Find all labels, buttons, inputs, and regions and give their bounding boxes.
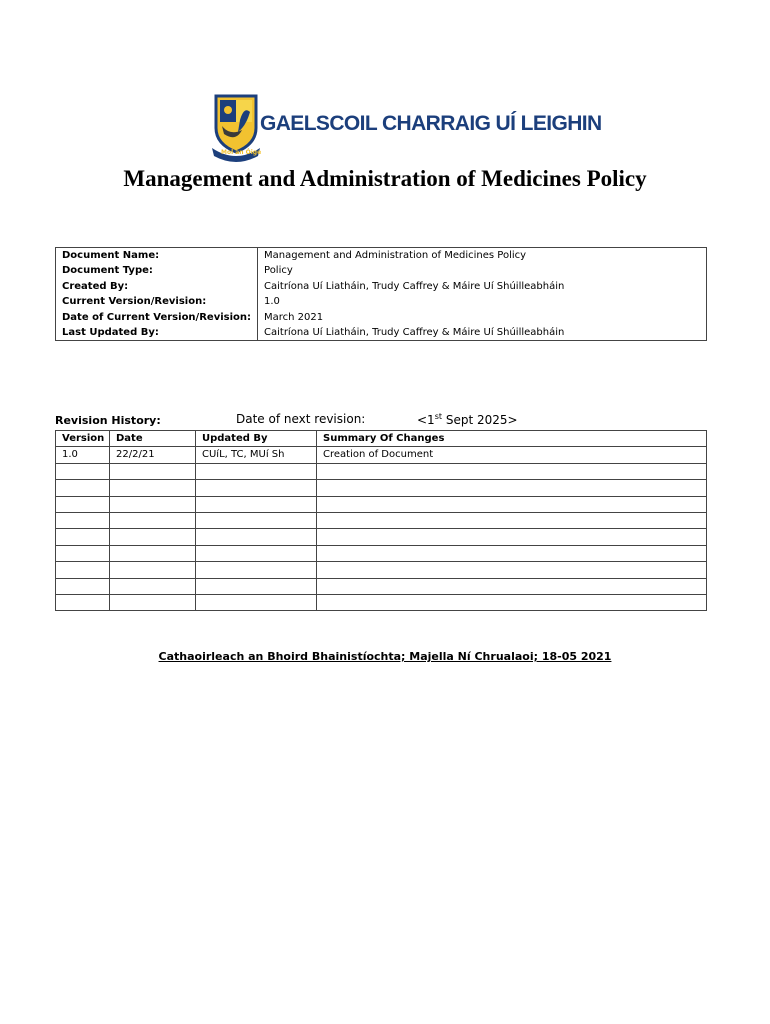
cell-summary	[317, 463, 707, 479]
cell-updated-by	[196, 480, 317, 496]
column-header-summary: Summary Of Changes	[317, 431, 707, 447]
cell-date: 22/2/21	[110, 447, 196, 463]
info-value: Caitríona Uí Liatháin, Trudy Caffrey & Máire Uí Shúilleabháin	[258, 279, 707, 294]
cell-date	[110, 480, 196, 496]
info-value: 1.0	[258, 294, 707, 309]
info-row	[56, 325, 707, 341]
revision-header-row	[56, 431, 707, 447]
cell-version	[56, 480, 110, 496]
cell-version	[56, 594, 110, 610]
table-row	[56, 512, 707, 528]
logo-motto: Mol an Óige	[221, 149, 262, 156]
table-row	[56, 496, 707, 512]
cell-updated-by	[196, 496, 317, 512]
cell-version	[56, 562, 110, 578]
cell-summary	[317, 529, 707, 545]
cell-date	[110, 463, 196, 479]
cell-date	[110, 594, 196, 610]
table-row	[56, 578, 707, 594]
info-label: Last Updated By:	[56, 325, 258, 341]
cell-version	[56, 512, 110, 528]
cell-summary	[317, 512, 707, 528]
cell-updated-by	[196, 529, 317, 545]
table-row	[56, 463, 707, 479]
cell-updated-by: CUíL, TC, MUí Sh	[196, 447, 317, 463]
cell-summary	[317, 545, 707, 561]
cell-date	[110, 562, 196, 578]
info-label: Date of Current Version/Revision:	[56, 310, 258, 325]
info-label: Current Version/Revision:	[56, 294, 258, 309]
cell-summary	[317, 578, 707, 594]
info-row	[56, 263, 707, 278]
revision-history-label: Revision History:	[55, 414, 161, 427]
cell-date	[110, 545, 196, 561]
cell-version: 1.0	[56, 447, 110, 463]
cell-updated-by	[196, 545, 317, 561]
revision-header	[55, 412, 707, 430]
cell-updated-by	[196, 594, 317, 610]
info-row	[56, 279, 707, 294]
signature-line: Cathaoirleach an Bhoird Bhainistíochta; Majella Ní Chrualaoi; 18-05 2021	[158, 650, 612, 663]
table-row	[56, 545, 707, 561]
table-row	[56, 480, 707, 496]
cell-summary	[317, 562, 707, 578]
info-row	[56, 248, 707, 264]
cell-version	[56, 496, 110, 512]
cell-updated-by	[196, 578, 317, 594]
info-value: Policy	[258, 263, 707, 278]
cell-date	[110, 529, 196, 545]
next-revision-value: <1st Sept 2025>	[417, 412, 518, 427]
cell-summary	[317, 496, 707, 512]
cell-summary	[317, 594, 707, 610]
info-row	[56, 294, 707, 309]
table-row	[56, 529, 707, 545]
revision-history-table	[55, 430, 707, 611]
page-title: Management and Administration of Medicines Policy	[123, 166, 647, 191]
info-label: Created By:	[56, 279, 258, 294]
column-header-updated-by: Updated By	[196, 431, 317, 447]
info-label: Document Name:	[56, 248, 258, 264]
cell-date	[110, 578, 196, 594]
column-header-date: Date	[110, 431, 196, 447]
cell-summary: Creation of Document	[317, 447, 707, 463]
info-value: March 2021	[258, 310, 707, 325]
document-info-table	[55, 247, 707, 341]
cell-updated-by	[196, 562, 317, 578]
cell-date	[110, 512, 196, 528]
info-row	[56, 310, 707, 325]
cell-version	[56, 463, 110, 479]
table-row	[56, 447, 707, 463]
column-header-version: Version	[56, 431, 110, 447]
cell-updated-by	[196, 463, 317, 479]
next-revision-label: Date of next revision:	[236, 412, 366, 426]
cell-updated-by	[196, 512, 317, 528]
cell-version	[56, 578, 110, 594]
table-row	[56, 594, 707, 610]
cell-version	[56, 529, 110, 545]
info-label: Document Type:	[56, 263, 258, 278]
school-logo	[210, 92, 602, 162]
cell-version	[56, 545, 110, 561]
table-row	[56, 562, 707, 578]
info-value: Management and Administration of Medicines Policy	[258, 248, 707, 264]
cell-date	[110, 496, 196, 512]
info-value: Caitríona Uí Liatháin, Trudy Caffrey & Máire Uí Shúilleabháin	[258, 325, 707, 341]
school-name: GAELSCOIL CHARRAIG UÍ LEIGHIN	[260, 112, 602, 135]
cell-summary	[317, 480, 707, 496]
